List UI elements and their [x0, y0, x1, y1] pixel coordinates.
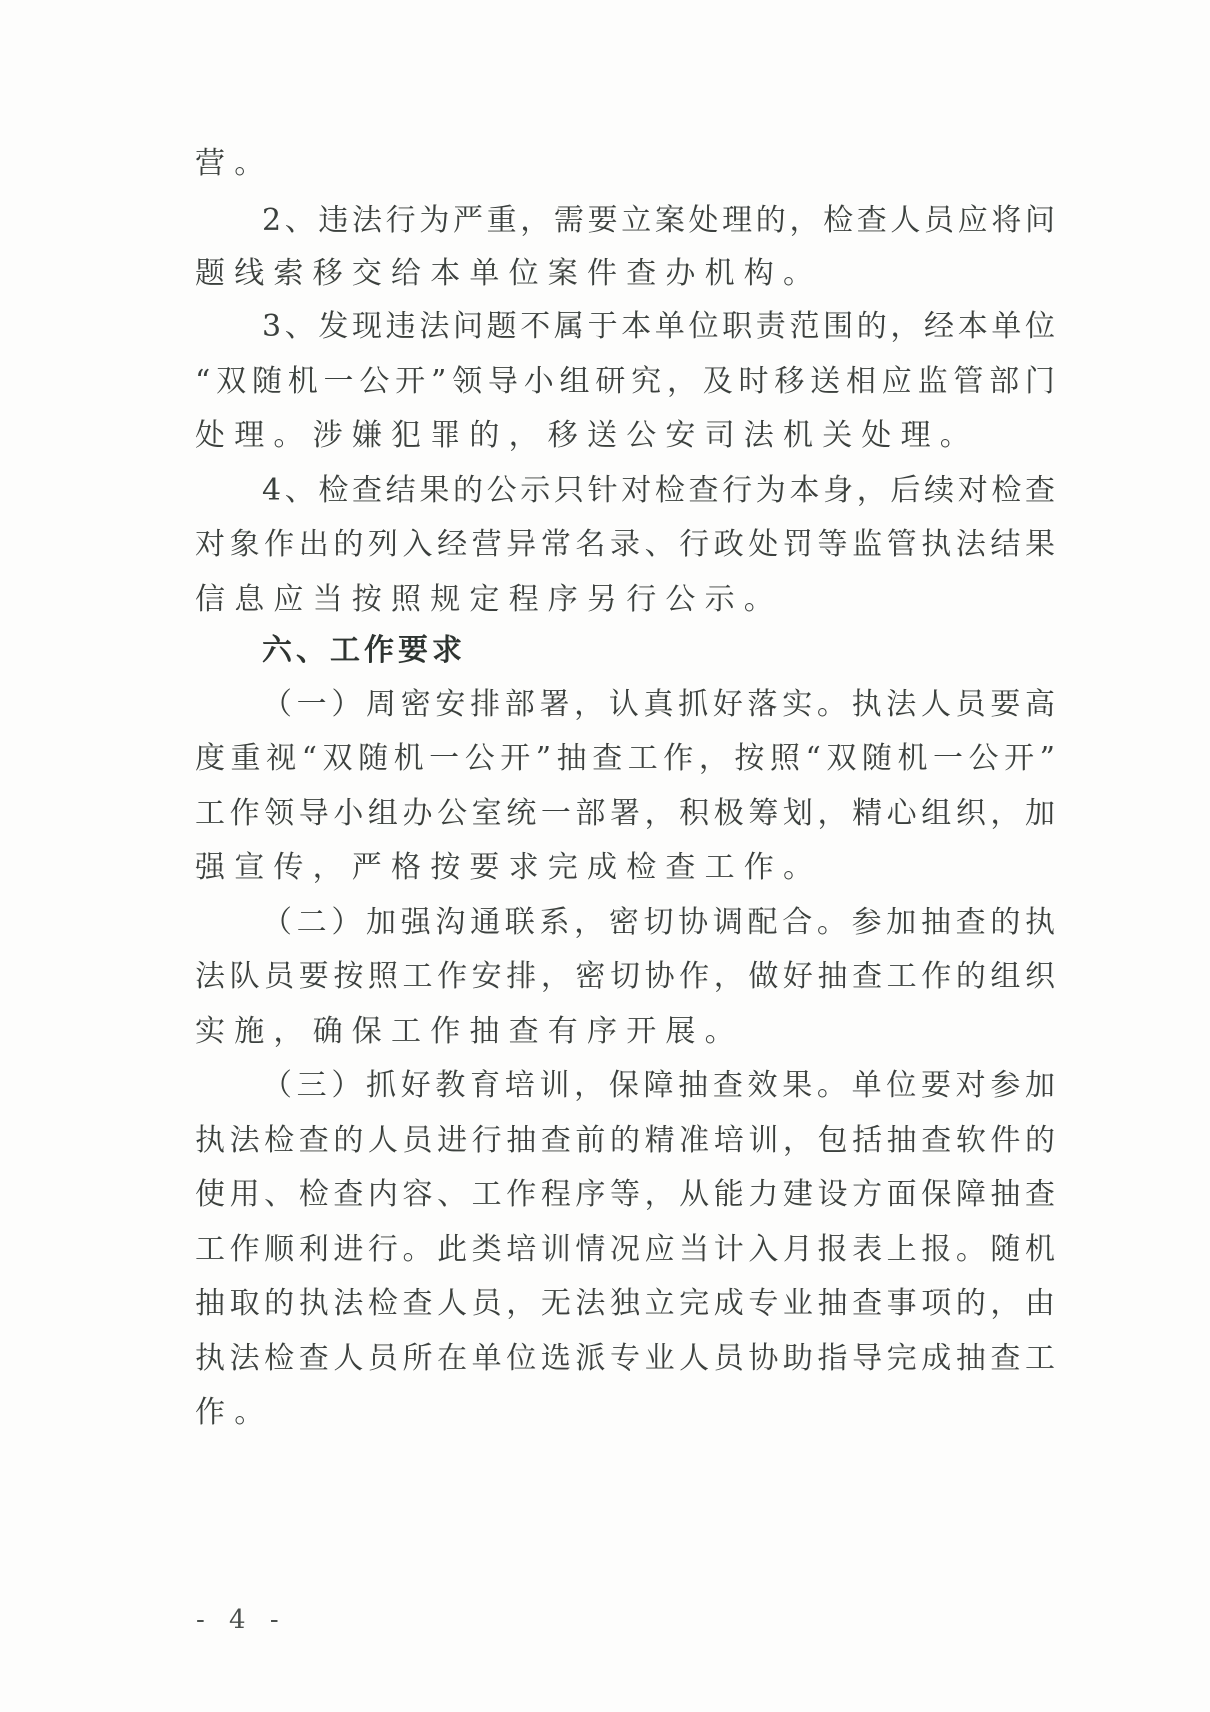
item-4-line-2: 对象作出的列入经营异常名录、行政处罚等监管执法结果 [195, 527, 1055, 562]
requirement-3-line-4: 工作顺利进行。此类培训情况应当计入月报表上报。随机 [195, 1232, 1055, 1267]
item-3-line-1: 3、发现违法问题不属于本单位职责范围的，经本单位 [262, 309, 1055, 344]
requirement-1-line-3: 工作领导小组办公室统一部署，积极筹划，精心组织，加 [195, 796, 1055, 831]
requirement-3-line-2: 执法检查的人员进行抽查前的精准培训，包括抽查软件的 [195, 1123, 1055, 1158]
item-2-line-1: 2、违法行为严重，需要立案处理的，检查人员应将问 [262, 203, 1055, 238]
item-3-line-3: 处理。涉嫌犯罪的，移送公安司法机关处理。 [195, 418, 979, 453]
item-2-line-2: 题线索移交给本单位案件查办机构。 [195, 256, 823, 291]
item-4-line-3: 信息应当按照规定程序另行公示。 [195, 582, 783, 617]
requirement-3-line-6: 执法检查人员所在单位选派专业人员协助指导完成抽查工 [195, 1341, 1055, 1376]
requirement-2-line-2: 法队员要按照工作安排，密切协作，做好抽查工作的组织 [195, 959, 1055, 994]
page-number: - 4 - [196, 1605, 287, 1635]
requirement-3-line-1: （三）抓好教育培训，保障抽查效果。单位要对参加 [262, 1068, 1055, 1103]
requirement-3-line-5: 抽取的执法检查人员，无法独立完成专业抽查事项的，由 [195, 1286, 1055, 1321]
requirement-3-line-3: 使用、检查内容、工作程序等，从能力建设方面保障抽查 [195, 1177, 1055, 1212]
requirement-2-line-3: 实施，确保工作抽查有序开展。 [195, 1014, 744, 1049]
requirement-3-line-7: 作。 [195, 1395, 274, 1430]
section-heading: 六、工作要求 [262, 633, 466, 668]
requirement-1-line-1: （一）周密安排部署，认真抓好落实。执法人员要高 [262, 687, 1055, 722]
paragraph-continuation-line: 营。 [195, 146, 274, 181]
requirement-1-line-4: 强宣传，严格按要求完成检查工作。 [195, 850, 823, 885]
requirement-1-line-2: 度重视“双随机一公开”抽查工作，按照“双随机一公开” [195, 741, 1055, 776]
requirement-2-line-1: （二）加强沟通联系，密切协调配合。参加抽查的执 [262, 905, 1055, 940]
item-4-line-1: 4、检查结果的公示只针对检查行为本身，后续对检查 [262, 473, 1055, 508]
item-3-line-2: “双随机一公开”领导小组研究，及时移送相应监管部门 [195, 364, 1055, 399]
